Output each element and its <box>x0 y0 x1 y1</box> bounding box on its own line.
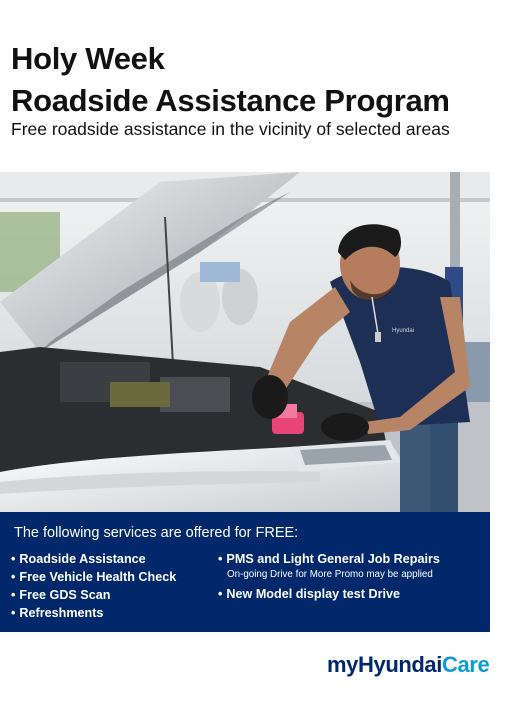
service-item <box>11 604 176 622</box>
page-title <box>11 38 450 122</box>
mechanic-illustration <box>0 172 490 512</box>
shirt-logo-text: Hyundai <box>392 328 415 334</box>
bullet: • <box>218 552 223 566</box>
title-line-1: Holy Week <box>11 41 165 76</box>
services-left-list <box>11 550 176 622</box>
service-label: PMS and Light General Job Repairs <box>226 552 440 566</box>
myhyundai-care-logo <box>327 652 489 678</box>
logo-suffix: Care <box>441 652 490 677</box>
services-heading: The following services are offered for FREE: <box>14 525 299 541</box>
logo-prefix: myHyundai <box>327 652 442 677</box>
bullet: • <box>11 588 16 602</box>
service-label: New Model display test Drive <box>226 587 400 601</box>
services-panel <box>0 512 490 632</box>
services-right-list <box>218 550 440 603</box>
service-note: On-going Drive for More Promo may be applied <box>227 569 433 580</box>
service-label: Free Vehicle Health Check <box>19 570 177 584</box>
service-item <box>11 550 176 568</box>
hero-photo <box>0 172 490 512</box>
service-item <box>218 585 440 603</box>
service-label: Free GDS Scan <box>19 588 111 602</box>
service-label: Refreshments <box>19 606 104 620</box>
bullet: • <box>11 606 16 620</box>
service-item <box>11 586 176 604</box>
service-item <box>218 550 440 568</box>
page-subtitle: Free roadside assistance in the vicinity of selected areas <box>11 119 450 139</box>
bullet: • <box>11 552 16 566</box>
service-label: Roadside Assistance <box>19 552 146 566</box>
bullet: • <box>218 587 223 601</box>
service-item <box>11 568 176 586</box>
bullet: • <box>11 570 16 584</box>
title-line-2: Roadside Assistance Program <box>11 83 450 118</box>
